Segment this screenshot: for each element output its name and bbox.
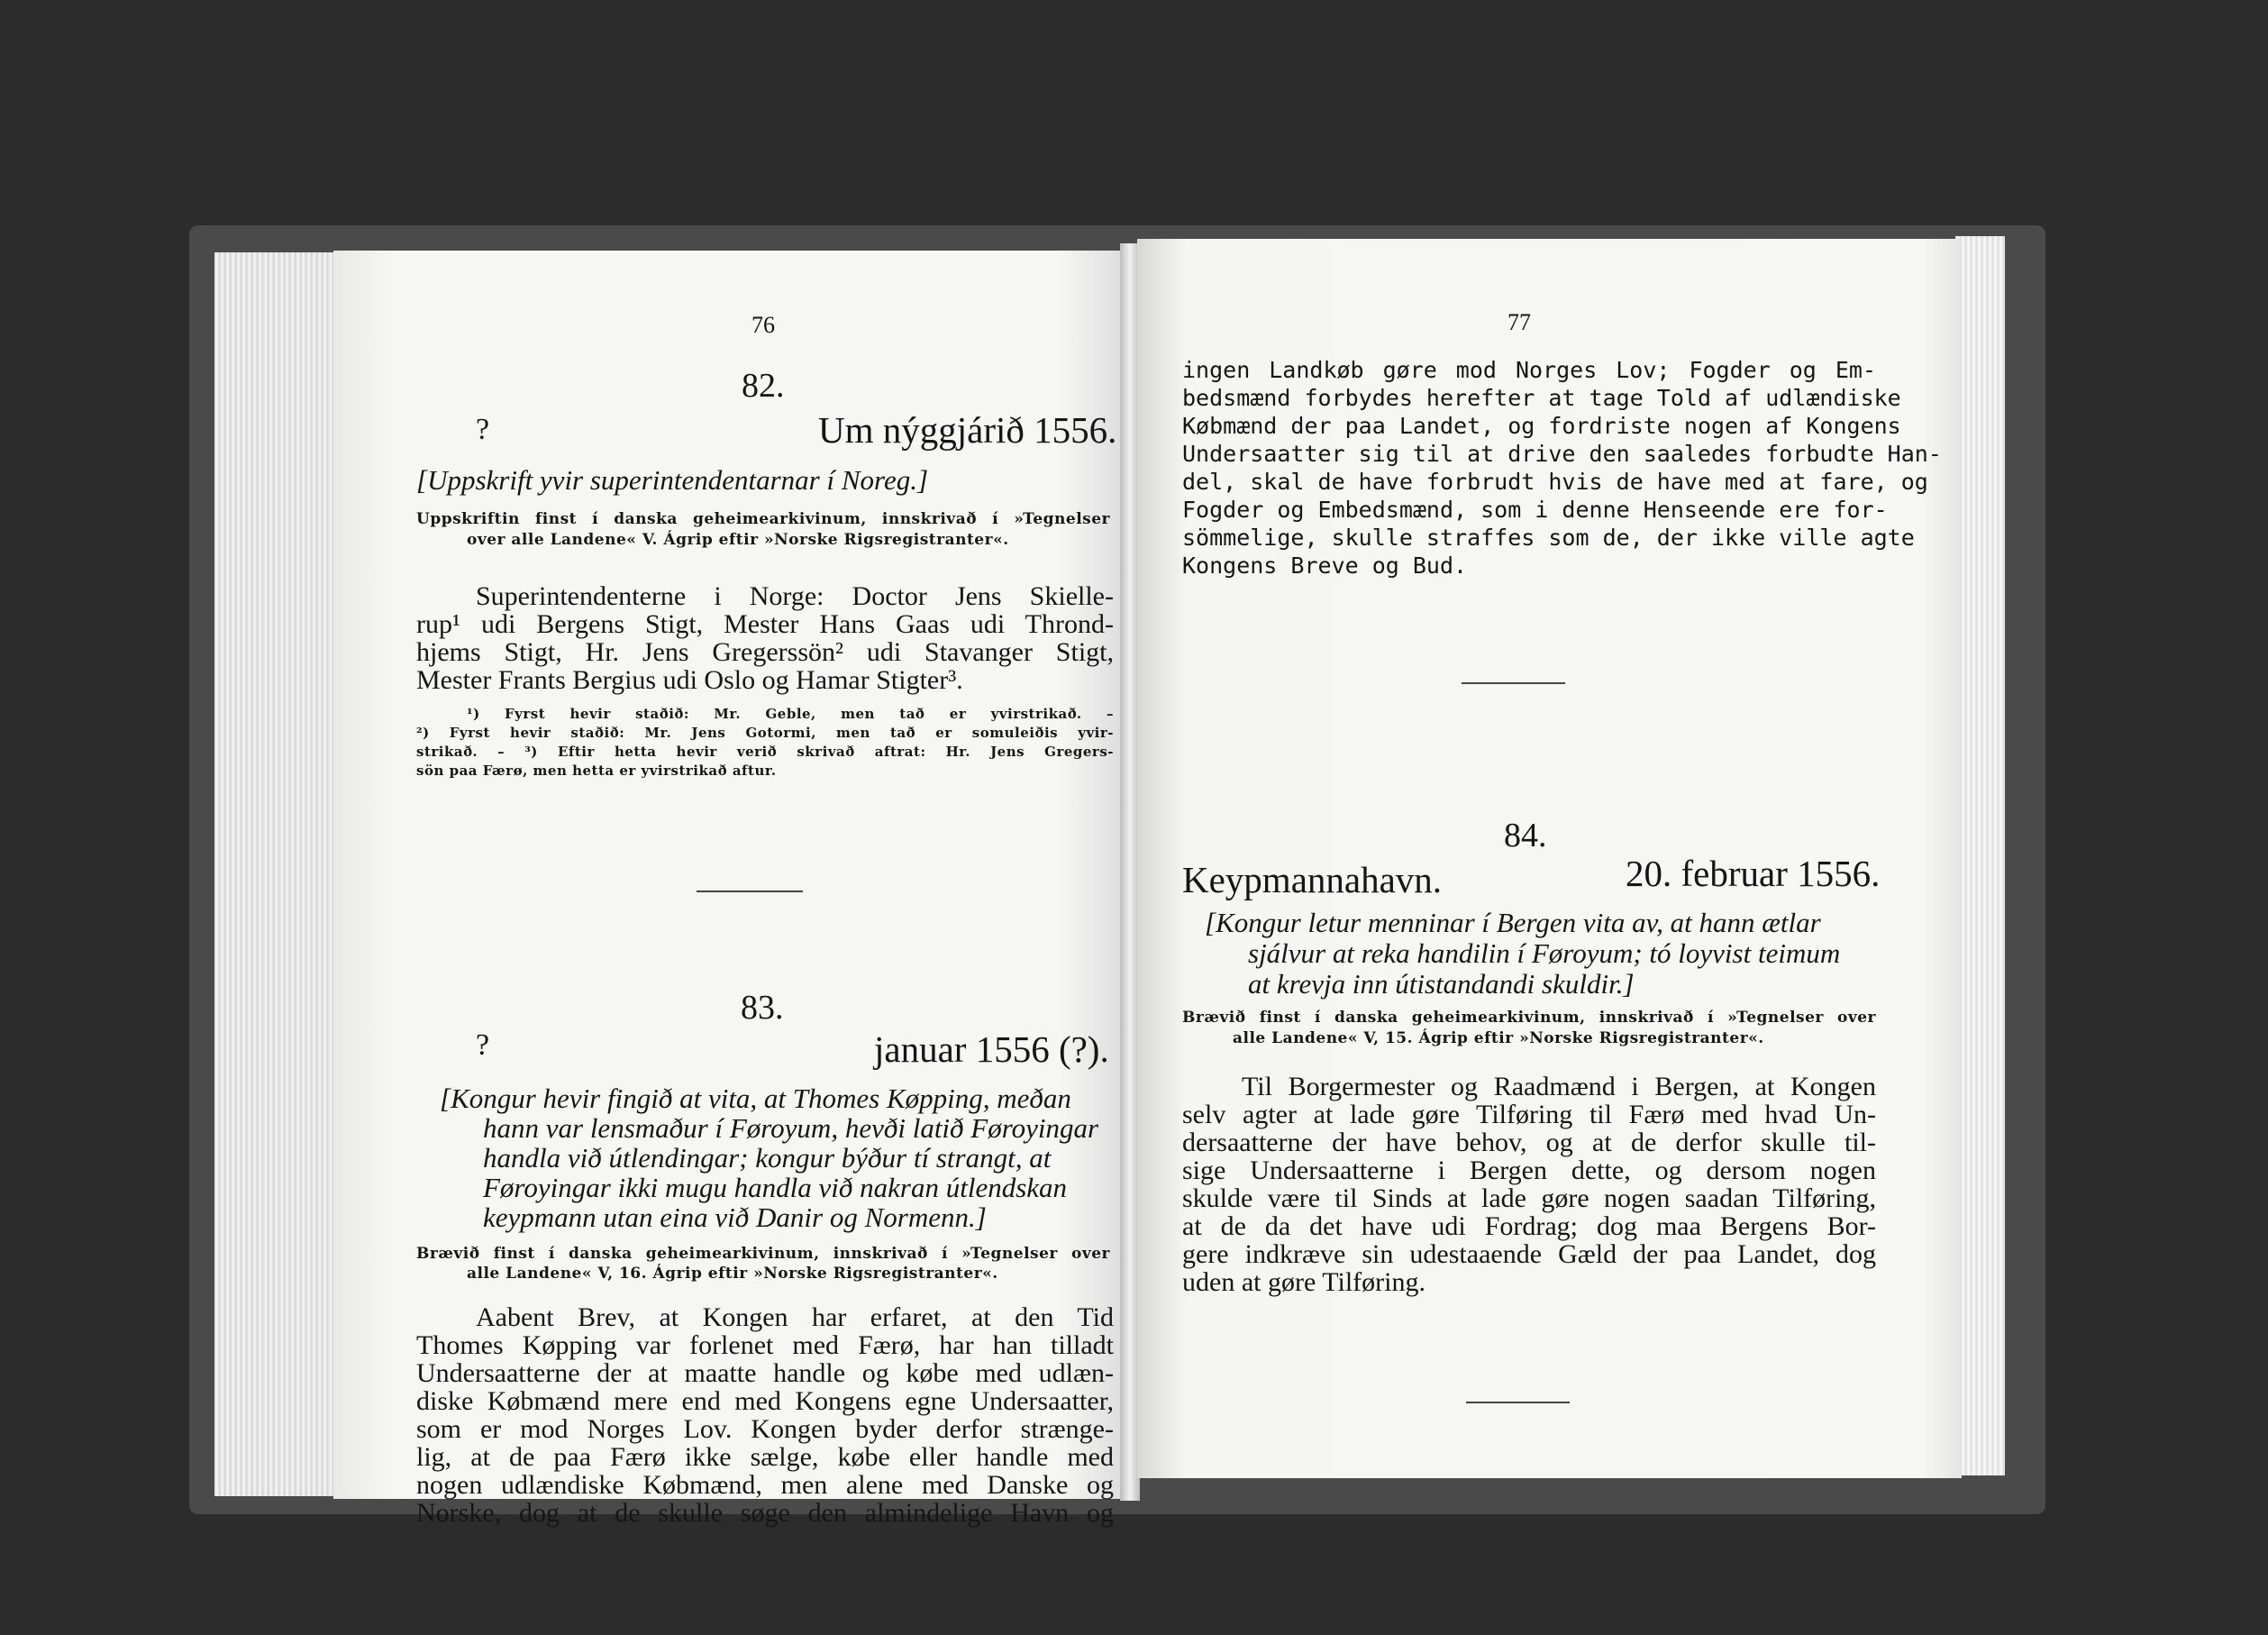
source-line: alle Landene« V, 16. Ágrip eftir »Norske Rigsregistranter«. (467, 1265, 998, 1283)
document-text (416, 582, 1114, 694)
page-number: 77 (1507, 309, 1531, 335)
text-line: sige Undersaatterne i Bergen dette, og dersom nogen (1182, 1155, 1876, 1185)
separator-rule (1466, 1402, 1570, 1403)
continuation-text (1182, 356, 1942, 580)
text-line: lig, at de paa Færø ikke sælge, købe eller handle med (416, 1442, 1114, 1472)
text-line: Norske, dog at de skulle søge den almindelige Havn og (416, 1498, 1114, 1528)
text-line: som er mod Norges Lov. Kongen byder derfor strænge- (416, 1414, 1114, 1444)
summary-line: hann var lensmaður í Føroyum, hevði latið Føroyingar (483, 1112, 1099, 1144)
text-line: ingen Landkøb gøre mod Norges Lov; Fogder og Em- (1182, 357, 1876, 383)
text-line: Købmænd der paa Landet, og fordriste nogen af Kongens (1182, 413, 1901, 439)
document-number: 83. (741, 989, 784, 1027)
source-note (416, 509, 1110, 551)
text-line: Fogder og Embedsmænd, som i denne Henseende ere for- (1182, 497, 1888, 523)
document-number: 82. (742, 367, 785, 405)
separator-rule (1462, 682, 1565, 684)
footnote-line: strikað. – ³) Eftir hetta hevir verið skrivað aftrat: Hr. Jens Gregers- (416, 744, 1114, 760)
separator-rule (697, 891, 803, 892)
summary-line: [Kongur letur menninar í Bergen vita av, at hann ætlar (1205, 907, 1821, 938)
page-number: 76 (751, 312, 775, 338)
left-page-edges (214, 252, 341, 1496)
text-line: Aabent Brev, at Kongen har erfaret, at den Tid (476, 1302, 1114, 1332)
document-summary (440, 1083, 1098, 1232)
document-heading: Um nýggjárið 1556. (818, 409, 1117, 451)
source-note (1182, 1008, 1876, 1049)
text-line: Mester Frants Bergius udi Oslo og Hamar Stigter³. (416, 665, 963, 695)
document-number: 84. (1504, 817, 1547, 854)
document-text (1182, 1073, 1876, 1296)
text-line: gere indkræve sin udestaaende Gæld der paa Landet, dog (1182, 1239, 1876, 1269)
text-line: diske Købmænd mere end med Kongens egne Undersaatter, (416, 1386, 1114, 1416)
text-line: Undersaatterne der at maatte handle og købe med udlæn- (416, 1358, 1114, 1388)
text-line: skulde være til Sinds at lade gøre nogen saadan Tilføring, (1182, 1183, 1876, 1213)
right-page-edges (1955, 236, 2005, 1475)
document-summary (1205, 908, 1840, 1000)
text-line: Undersaatter sig til at drive den saaledes forbudte Han- (1182, 441, 1942, 467)
summary-line: keypmann utan eina við Danir og Normenn.] (483, 1201, 987, 1233)
source-line: alle Landene« V, 15. Ágrip eftir »Norske Rigsregistranter«. (1233, 1029, 1764, 1047)
source-line: Brævið finst í danska geheimearkivinum, innskrivað í »Tegnelser over (1182, 1009, 1876, 1027)
document-summary: [Uppskrift yvir superintendentarnar í Noreg.] (416, 464, 929, 496)
summary-line: Føroyingar ikki mugu handla við nakran útlendskan (483, 1172, 1068, 1203)
source-note (416, 1244, 1110, 1283)
document-place: Keypmannahavn. (1182, 859, 1443, 900)
text-line: hjems Stigt, Hr. Jens Gregerssön² udi Stavanger Stigt, (416, 637, 1114, 667)
summary-line: handla við útlendingar; kongur býður tí strangt, at (483, 1142, 1052, 1174)
left-page (333, 251, 1122, 1528)
document-date: 20. februar 1556. (1626, 853, 1881, 894)
summary-line: [Kongur hevir fingið at vita, at Thomes Køpping, meðan (440, 1082, 1071, 1114)
text-line: del, skal de have forbrudt hvis de have med at fare, og (1182, 469, 1928, 495)
text-line: sömmelige, skulle straffes som de, der ikke ville agte (1182, 525, 1915, 551)
source-line: Brævið finst í danska geheimearkivinum, innskrivað í »Tegnelser over (416, 1245, 1110, 1263)
text-line: rup¹ udi Bergens Stigt, Mester Hans Gaas udi Thrond- (416, 609, 1114, 639)
text-line: Thomes Køpping var forlenet med Færø, har han tilladt (416, 1330, 1114, 1360)
footnote-line: ¹) Fyrst hevir staðið: Mr. Geble, men tað er yvirstrikað. – (467, 706, 1114, 722)
text-line: uden at gøre Tilføring. (1182, 1267, 1425, 1297)
footnotes (416, 705, 1114, 781)
right-page (1137, 239, 1962, 1478)
text-line: Superintendenterne i Norge: Doctor Jens Skielle- (476, 581, 1114, 611)
document-place: ? (476, 413, 490, 446)
summary-line: sjálvur at reka handilin í Føroyum; tó loyvist teimum (1248, 937, 1841, 969)
text-line: Til Borgermester og Raadmænd i Bergen, at Kongen (1242, 1072, 1876, 1101)
text-line: selv agter at lade gøre Tilføring til Færø med hvad Un- (1182, 1100, 1876, 1129)
document-place: ? (476, 1028, 490, 1062)
document-text (416, 1303, 1114, 1527)
text-line: bedsmænd forbydes herefter at tage Told af udlændiske (1182, 385, 1901, 411)
source-line: over alle Landene« V. Ágrip eftir »Norske Rigsregistranter«. (467, 531, 1009, 549)
text-line: nogen udlændiske Købmænd, men alene med Danske og (416, 1470, 1114, 1500)
document-date: januar 1556 (?). (874, 1028, 1109, 1070)
footnote-line: sön paa Færø, men hetta er yvirstrikað aftur. (416, 763, 777, 779)
summary-line: at krevja inn útistandandi skuldir.] (1248, 968, 1635, 1000)
source-line: Uppskriftin finst í danska geheimearkivinum, innskrivað í »Tegnelser (416, 510, 1110, 528)
text-line: Kongens Breve og Bud. (1182, 553, 1468, 579)
footnote-line: ²) Fyrst hevir staðið: Mr. Jens Gotormi, men tað er somuleiðis yvir- (416, 725, 1114, 741)
text-line: dersaatterne der have behov, og at de derfor skulle til- (1182, 1128, 1876, 1157)
text-line: at de da det have udi Fordrag; dog maa Bergens Bor- (1182, 1211, 1876, 1241)
